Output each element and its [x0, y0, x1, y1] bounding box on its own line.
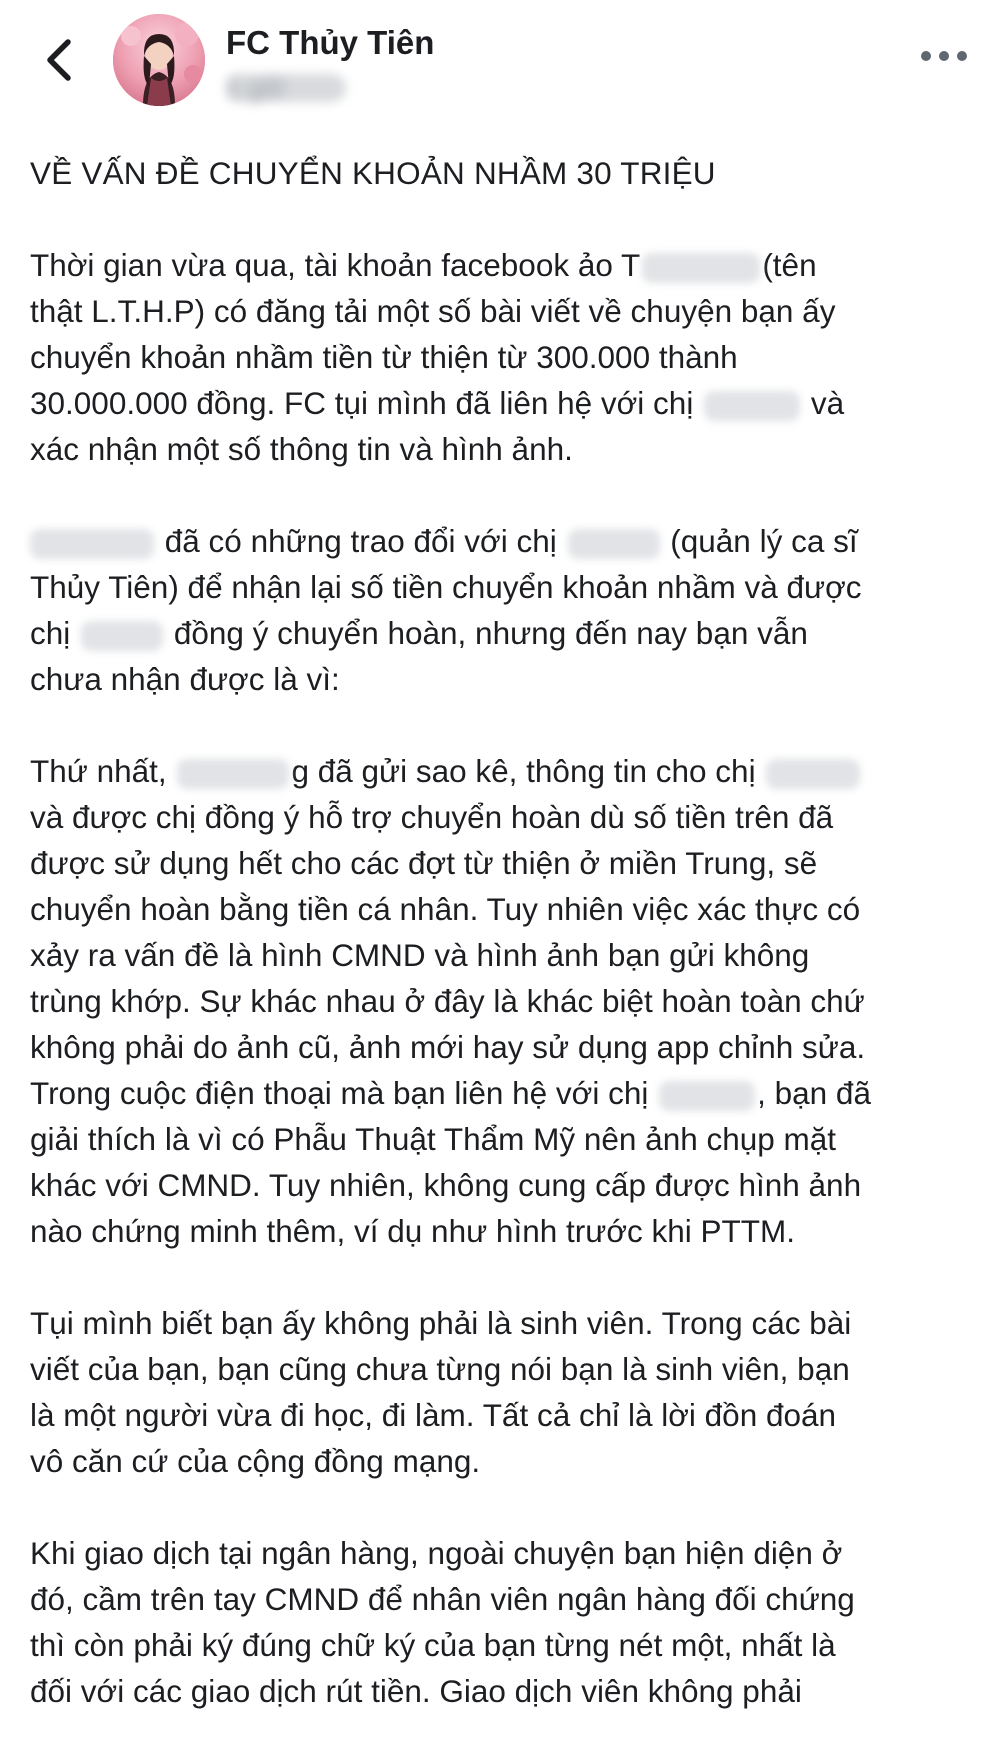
redacted-name — [568, 529, 660, 559]
paragraph-3-line-8: Trong cuộc điện thoại mà bạn liên hệ với chị , bạn đã — [30, 1075, 871, 1111]
post-timestamp[interactable] — [226, 70, 350, 106]
paragraph-3-line-6: trùng khớp. Sự khác nhau ở đây là khác biệt hoàn toàn chứ — [30, 983, 865, 1019]
avatar-image — [113, 14, 205, 106]
paragraph-3-line-3: được sử dụng hết cho các đợt từ thiện ở miền Trung, sẽ — [30, 845, 818, 881]
redacted-name — [659, 1081, 755, 1111]
paragraph-1-line-3: chuyển khoản nhầm tiền từ thiện từ 300.000 thành — [30, 339, 738, 375]
post-header — [0, 0, 1000, 120]
paragraph-4-line-1: Tụi mình biết bạn ấy không phải là sinh viên. Trong các bài — [30, 1305, 852, 1341]
paragraph-1-line-5: xác nhận một số thông tin và hình ảnh. — [30, 431, 573, 467]
post-title: VỀ VẤN ĐỀ CHUYỂN KHOẢN NHẦM 30 TRIỆU — [30, 155, 716, 191]
paragraph-3-line-1: Thứ nhất, g đã gửi sao kê, thông tin cho chị — [30, 748, 980, 794]
more-horizontal-icon — [918, 44, 970, 68]
redacted-name — [177, 759, 289, 789]
paragraph-3-line-7: không phải do ảnh cũ, ảnh mới hay sử dụng app chỉnh sửa. — [30, 1029, 866, 1065]
timestamp-text: 1 giờ — [226, 72, 285, 102]
paragraph-3-line-5: xảy ra vấn đề là hình CMND và hình ảnh bạn gửi không — [30, 937, 810, 973]
paragraph-4-line-4: vô căn cứ của cộng đồng mạng. — [30, 1443, 481, 1479]
chevron-left-icon — [38, 36, 78, 84]
paragraph-5-line-2: đó, cầm trên tay CMND để nhân viên ngân hàng đối chứng — [30, 1581, 855, 1617]
paragraph-1-line-1: Thời gian vừa qua, tài khoản facebook ảo T (tên — [30, 247, 817, 283]
avatar[interactable] — [113, 14, 205, 106]
paragraph-4-line-3: là một người vừa đi học, đi làm. Tất cả chỉ là lời đồn đoán — [30, 1397, 837, 1433]
paragraph-3-line-9: giải thích là vì có Phẫu Thuật Thẩm Mỹ nên ảnh chụp mặt — [30, 1121, 837, 1157]
paragraph-1-line-4: 30.000.000 đồng. FC tụi mình đã liên hệ với chị và — [30, 385, 845, 421]
paragraph-5-line-3: thì còn phải ký đúng chữ ký của bạn từng nét một, nhất là — [30, 1627, 836, 1663]
more-options-button[interactable] — [918, 44, 970, 68]
redacted-name — [30, 529, 154, 559]
back-button[interactable] — [38, 36, 78, 84]
paragraph-2-line-3: chị đồng ý chuyển hoàn, nhưng đến nay bạn vẫn — [30, 615, 808, 651]
paragraph-2-line-4: chưa nhận được là vì: — [30, 661, 340, 697]
redacted-name — [766, 759, 860, 789]
post-body — [30, 150, 980, 1714]
paragraph-3-line-10: khác với CMND. Tuy nhiên, không cung cấp được hình ảnh — [30, 1167, 862, 1203]
paragraph-3-line-11: nào chứng minh thêm, ví dụ như hình trước khi PTTM. — [30, 1213, 795, 1249]
paragraph-4-line-2: viết của bạn, bạn cũng chưa từng nói bạn là sinh viên, bạn — [30, 1351, 850, 1387]
redacted-name — [81, 621, 163, 651]
paragraph-1-line-2: thật L.T.H.P) có đăng tải một số bài viết về chuyện bạn ấy — [30, 293, 836, 329]
paragraph-2-line-2: Thủy Tiên) để nhận lại số tiền chuyển khoản nhầm và được — [30, 569, 862, 605]
redacted-name — [704, 391, 800, 421]
paragraph-3-line-2: và được chị đồng ý hỗ trợ chuyển hoàn dù số tiền trên đã — [30, 799, 834, 835]
redacted-name — [642, 253, 760, 283]
paragraph-3-line-4: chuyển hoàn bằng tiền cá nhân. Tuy nhiên việc xác thực có — [30, 891, 861, 927]
paragraph-2-line-1: đã có những trao đổi với chị (quản lý ca sĩ — [30, 518, 980, 564]
paragraph-5-line-4: đối với các giao dịch rút tiền. Giao dịch viên không phải — [30, 1673, 802, 1709]
page-name[interactable]: FC Thủy Tiên — [226, 24, 435, 61]
paragraph-5-line-1: Khi giao dịch tại ngân hàng, ngoài chuyện bạn hiện diện ở — [30, 1535, 843, 1571]
